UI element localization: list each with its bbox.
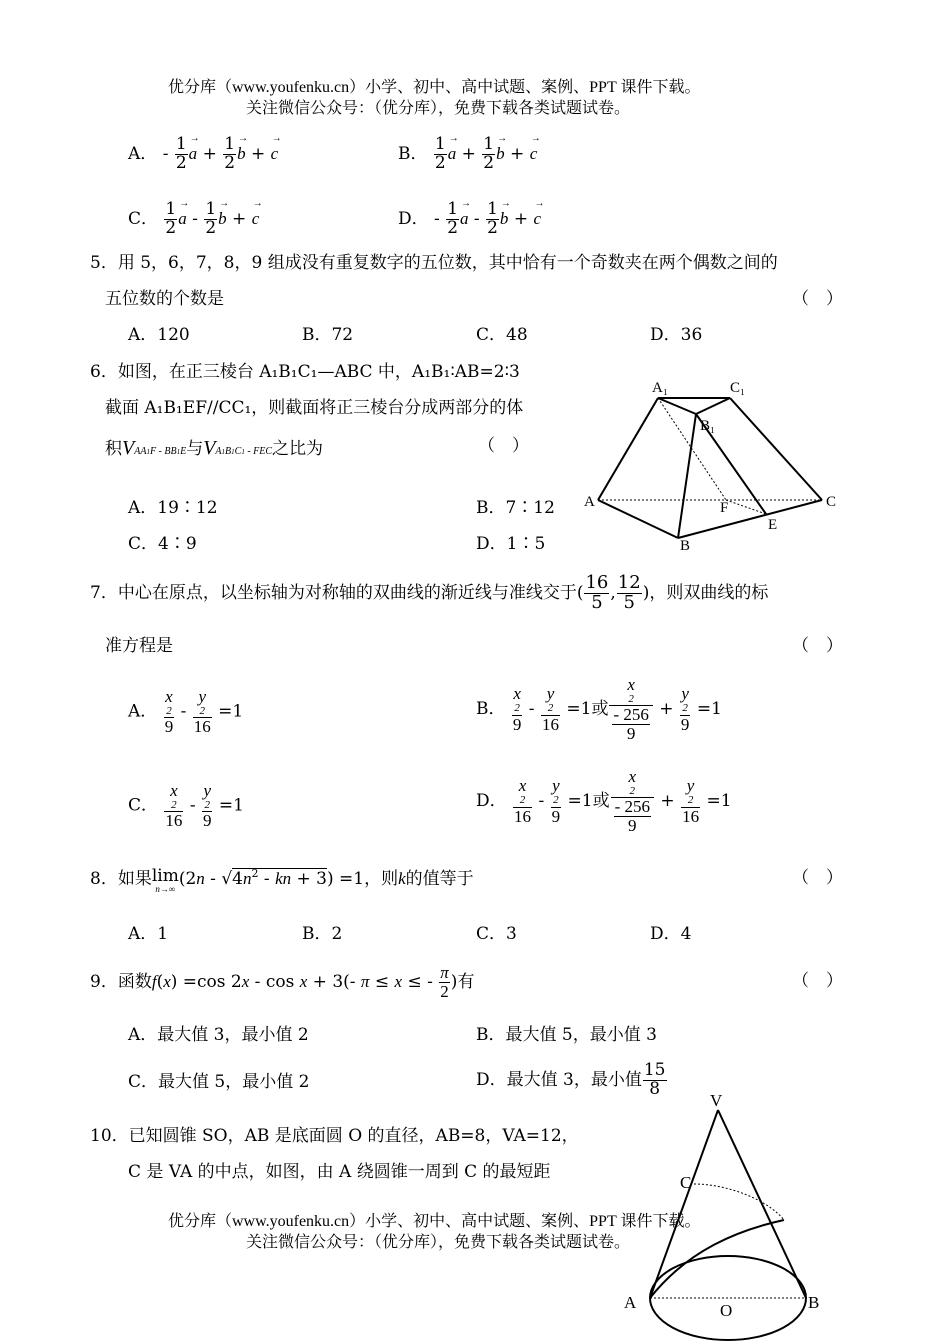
q6-stem-ratio-word: 之比为 xyxy=(272,439,324,459)
q9-stem-text: 9．函数 xyxy=(90,971,152,992)
header-line-2: 关注微信公众号：（优分库），免费下载各类试题试卷。 xyxy=(246,100,631,117)
q9-option-d[interactable]: D．最大值 3，最小值 $\frac{15}{8}$ xyxy=(476,1060,666,1099)
q5-stem-line-1: 5．用 5，6，7，8，9 组成没有重复数字的五位数，其中恰有一个奇数夹在两个偶数之间的 xyxy=(90,253,778,273)
q8-stem-value: 的值等于 xyxy=(405,869,474,889)
q7-option-a[interactable]: A． x 2 9 - y 2 16 =1 xyxy=(128,687,244,737)
q9-stem: 9．函数f(x) =cos 2x - cos x + 3(- π ≤ x ≤ - $\frac{\pi}{2}$ )有 xyxy=(90,963,475,1001)
q6-option-c[interactable]: C．4∶9 xyxy=(128,534,197,554)
q5-stem-line-2: 五位数的个数是 xyxy=(105,289,224,309)
q7-stem-text: 7．中心在原点，以坐标轴为对称轴的双曲线的渐近线与准线交于 xyxy=(90,582,577,603)
label-f: F xyxy=(720,500,729,516)
q6-option-b[interactable]: B．7∶12 xyxy=(476,498,555,518)
q6-answer-paren: （ ） xyxy=(478,436,529,456)
q5-option-a[interactable]: A．120 xyxy=(128,325,190,345)
q4-option-c-label: C． xyxy=(128,208,159,229)
q6-option-a[interactable]: A．19∶12 xyxy=(128,498,218,518)
q7-option-b-label: B． xyxy=(476,699,506,720)
label-v: V xyxy=(710,1091,723,1110)
q4-option-d-label: D． xyxy=(398,208,429,229)
label-b: B xyxy=(680,538,691,554)
q4-option-c[interactable]: C． $\frac{1}{2}$ → a - $\frac{1}{2}$ → b + → c xyxy=(128,201,259,238)
q6-stem-line-1: 6．如图，在正三棱台 A₁B₁C₁—ABC 中，A₁B₁∶AB=2∶3 xyxy=(90,362,520,382)
footer-line-1: 优分库（www.youfenku.cn）小学、初中、高中试题、案例、PPT 课件下载。 xyxy=(168,1213,701,1230)
q4-option-d[interactable]: D． - $\frac{1}{2}$ → a - $\frac{1}{2}$ → b + → c xyxy=(398,201,541,238)
q4-option-b[interactable]: B． $\frac{1}{2}$ → a + $\frac{1}{2}$ → b + → c xyxy=(398,136,537,173)
q8-answer-paren: （ ） xyxy=(792,868,843,888)
label-a: A xyxy=(624,1293,637,1312)
q8-stem: 8．如果 lim n→∞ ($2n - √4n^2$ - kn + 3) =1，则k的值等于 xyxy=(90,866,474,894)
q6-stem-volume-word: 积 xyxy=(105,439,122,459)
q7-answer-paren: （ ） xyxy=(792,636,843,656)
edge-ab xyxy=(598,500,678,538)
q4-option-b-label: B． xyxy=(398,143,428,164)
q7-stem-line-1: 7．中心在原点，以坐标轴为对称轴的双曲线的渐近线与准线交于( $\frac{16}{5}$ , $\frac{12}{5}$ )，则双曲线的标 xyxy=(90,572,769,613)
q6-stem-and-word: 与 xyxy=(186,439,204,459)
label-o: O xyxy=(720,1301,733,1320)
label-b: B xyxy=(808,1293,820,1312)
q7-option-d-or: 或 xyxy=(592,791,610,812)
edge-c1c xyxy=(730,398,822,500)
q7-option-c[interactable]: C． x 2 16 - y 2 9 =1 xyxy=(128,781,244,831)
q8-option-c[interactable]: C．3 xyxy=(476,924,517,944)
label-c1: C₁ xyxy=(730,380,746,396)
q7-stem-line-2: 准方程是 xyxy=(105,636,173,656)
q4-option-a-label: A． xyxy=(128,143,158,164)
q7-option-b-or: 或 xyxy=(591,699,609,720)
q9-stem-has: 有 xyxy=(457,971,475,992)
footer-line-2: 关注微信公众号：（优分库），免费下载各类试题试卷。 xyxy=(246,1234,631,1251)
q8-option-d[interactable]: D．4 xyxy=(650,924,692,944)
q6-stem-line-3: 积VAA1F - BB1E与VA1B1C1 - FEC之比为 xyxy=(105,437,324,459)
edge-bc xyxy=(678,500,822,538)
label-c: C xyxy=(826,494,837,510)
cone-edge-va xyxy=(650,1110,718,1298)
q6-stem-line-2: 截面 A₁B₁EF//CC₁，则截面将正三棱台分成两部分的体 xyxy=(105,398,524,418)
q10-stem-line-1: 10．已知圆锥 SO，AB 是底面圆 O 的直径，AB=8，VA=12， xyxy=(90,1126,579,1146)
q10-stem-line-2: C 是 VA 的中点，如图，由 A 绕圆锥一周到 C 的最短距 xyxy=(128,1162,551,1182)
q9-answer-paren: （ ） xyxy=(792,971,843,991)
edge-b1c1 xyxy=(696,398,730,414)
q5-option-d[interactable]: D．36 xyxy=(650,325,703,345)
q5-option-b[interactable]: B．72 xyxy=(302,325,354,345)
label-e: E xyxy=(768,517,778,533)
q6-option-d[interactable]: D．1∶5 xyxy=(476,534,546,554)
q8-stem-then: ，则 xyxy=(364,869,399,889)
label-c: C xyxy=(680,1173,692,1192)
q9-option-c[interactable]: C．最大值 5，最小值 2 xyxy=(128,1072,310,1092)
label-a1: A₁ xyxy=(652,380,669,396)
q8-option-b[interactable]: B．2 xyxy=(302,924,343,944)
frustum-figure xyxy=(578,372,848,562)
label-a: A xyxy=(584,494,595,510)
q7-option-d-label: D． xyxy=(476,791,507,812)
q7-option-a-label: A． xyxy=(128,701,158,722)
q5-answer-paren: （ ） xyxy=(792,289,843,309)
q8-stem-text: 8．如果 xyxy=(90,869,152,889)
q9-option-a[interactable]: A．最大值 3，最小值 2 xyxy=(128,1025,309,1045)
q9-option-b[interactable]: B．最大值 5，最小值 3 xyxy=(476,1025,657,1045)
header-line-1: 优分库（www.youfenku.cn）小学、初中、高中试题、案例、PPT 课件下载。 xyxy=(168,79,701,96)
shortest-path-back xyxy=(694,1184,784,1220)
q7-option-c-label: C． xyxy=(128,795,159,816)
q4-option-a[interactable]: A． - $\frac{1}{2}$ → a + $\frac{1}{2}$ → b + → c xyxy=(128,136,278,173)
q9-option-d-label: D．最大值 3，最小值 xyxy=(476,1069,642,1090)
edge-a1a xyxy=(598,398,658,500)
q7-stem-text-end: ，则双曲线的标 xyxy=(649,582,769,603)
shortest-path-front xyxy=(650,1220,784,1298)
label-b1: B₁ xyxy=(700,418,716,434)
q5-option-c[interactable]: C．48 xyxy=(476,325,528,345)
q7-option-d[interactable]: D． x 2 16 - y 2 9 =1或 x 2 - 256 9 + y 2 16 =1 xyxy=(476,767,732,836)
q8-option-a[interactable]: A．1 xyxy=(128,924,169,944)
cone-edge-vb xyxy=(718,1110,806,1298)
q7-option-b[interactable]: B． x 2 9 - y 2 16 =1或 x 2 - 256 9 + y 2 9 =1 xyxy=(476,675,722,744)
